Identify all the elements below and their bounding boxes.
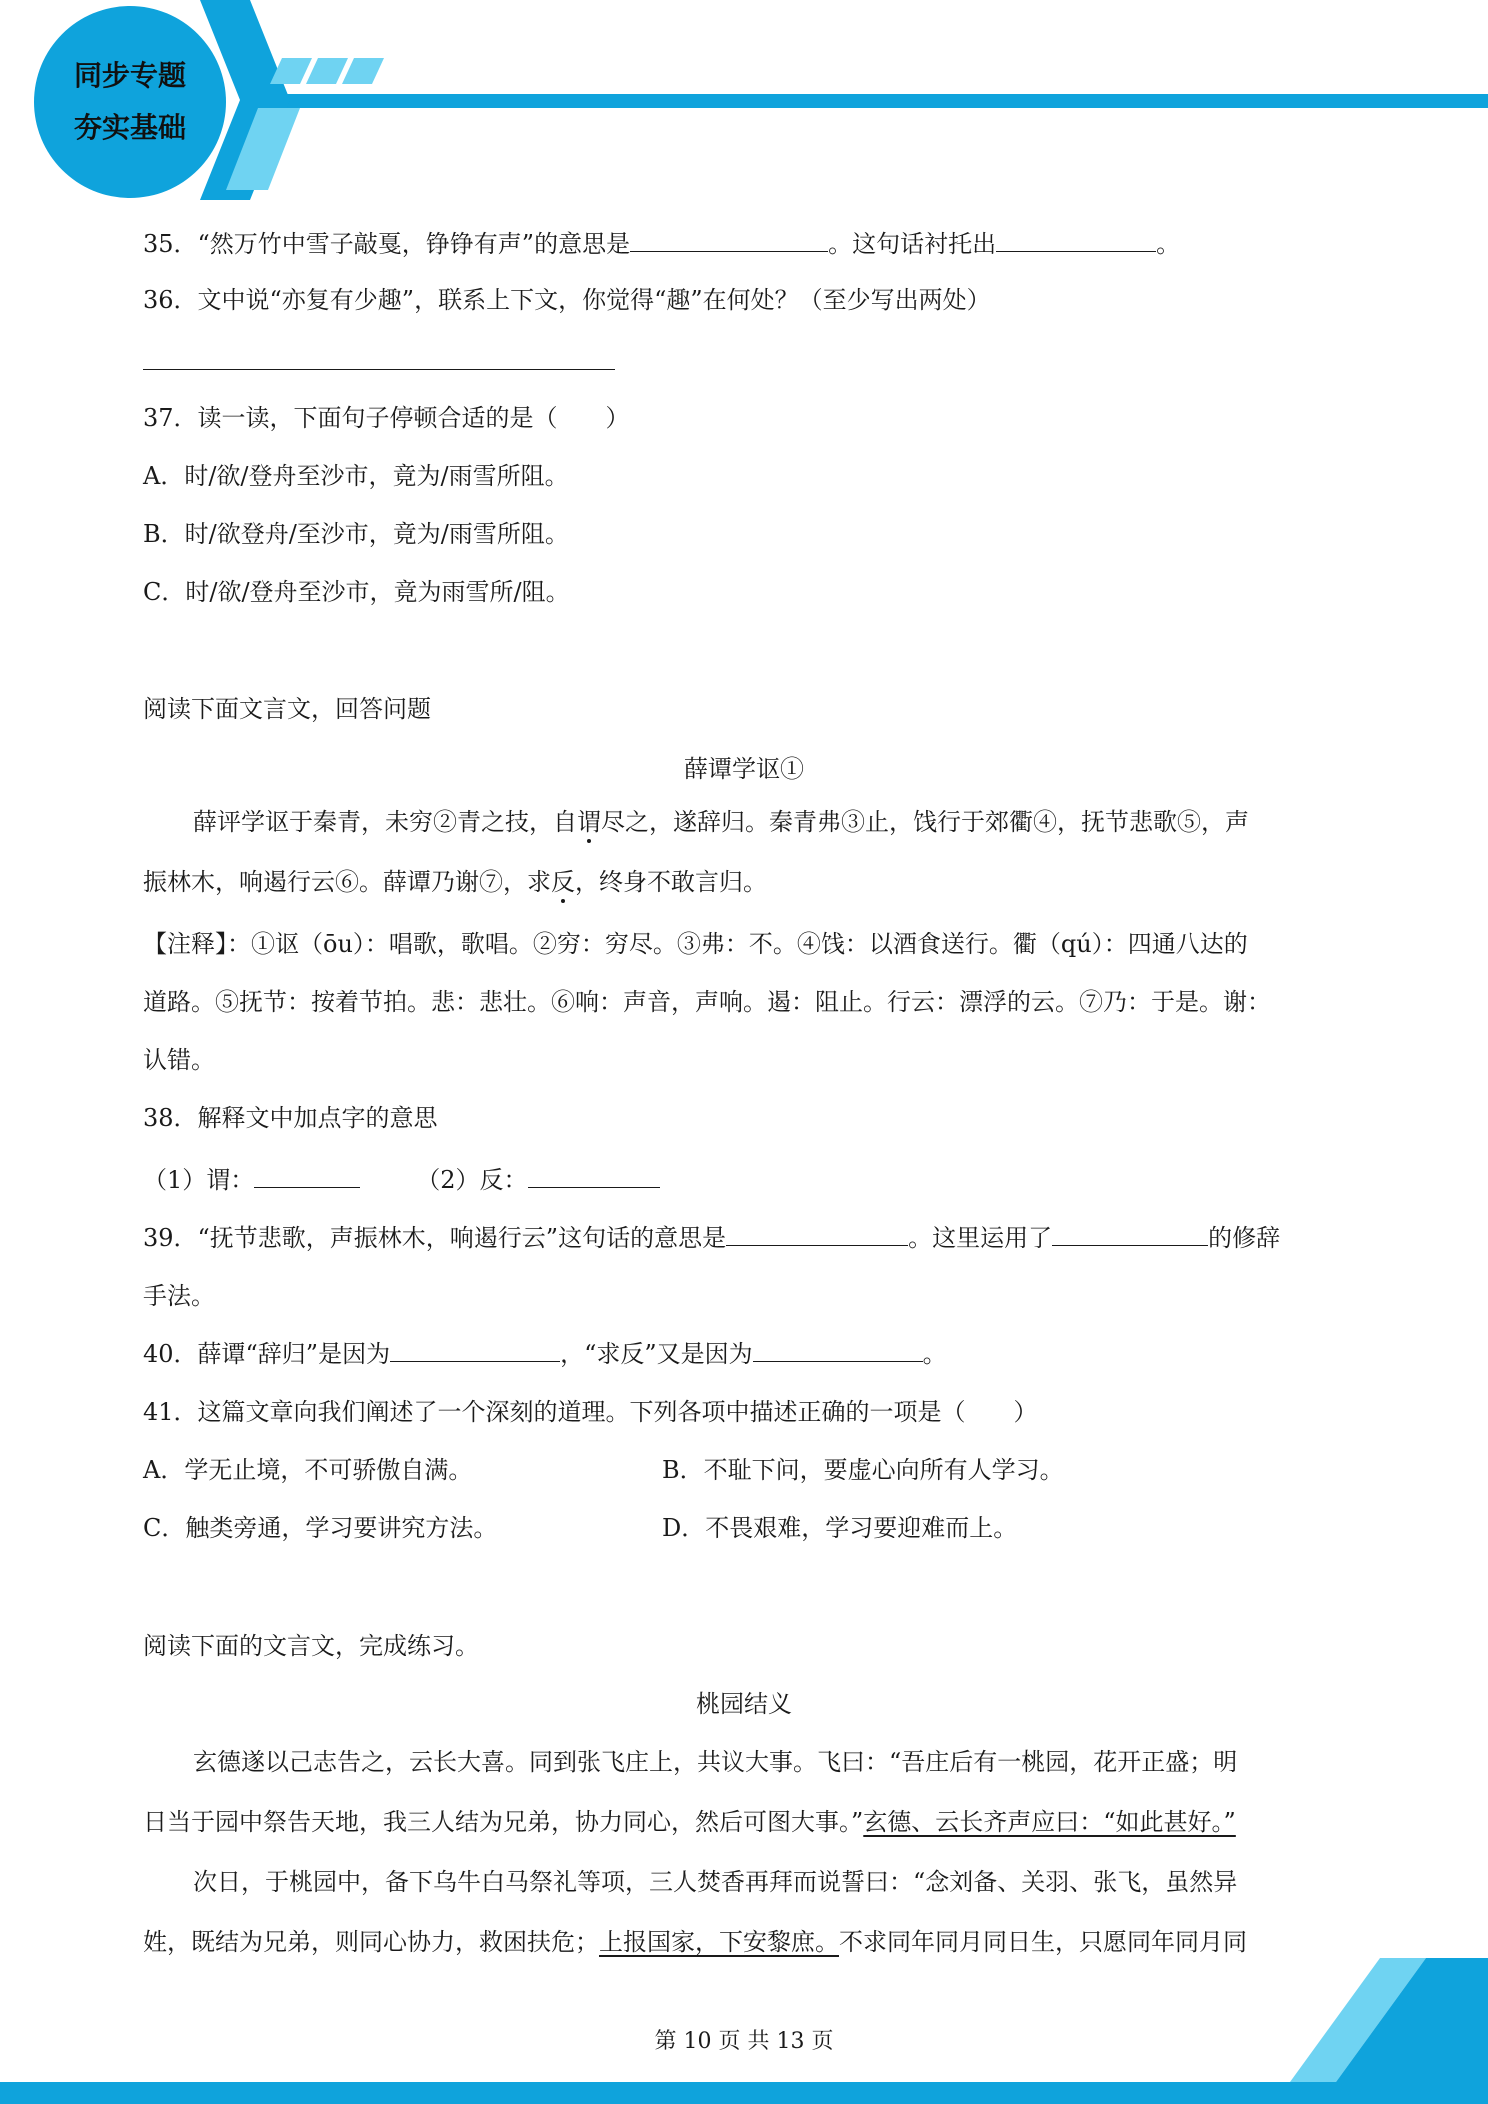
answer-blank[interactable] xyxy=(753,1339,923,1362)
header-dash-2 xyxy=(306,58,348,84)
answer-blank[interactable] xyxy=(254,1165,360,1188)
page-number: 第 10 页 共 13 页 xyxy=(654,2029,834,2054)
question-40: 40．薛谭“辞归”是因为 ，“求反”又是因为 。 xyxy=(143,1340,947,1368)
question-35: 35．“然万竹中雪子敲戛，铮铮有声”的意思是 。这句话衬托出 。 xyxy=(143,230,1181,258)
underlined-sentence: 上报国家，下安黎庶。 xyxy=(599,1928,839,1956)
passage-2-intro: 阅读下面的文言文，完成练习。 xyxy=(143,1632,479,1660)
footer-decoration xyxy=(0,1958,1488,2104)
question-36: 36．文中说“亦复有少趣”，联系上下文，你觉得“趣”在何处？（至少写出两处） xyxy=(143,286,991,314)
passage-1-title: 薛谭学讴① xyxy=(684,755,804,783)
answer-blank[interactable] xyxy=(1052,1223,1208,1246)
header-blue-stripe xyxy=(262,94,1488,108)
question-37-option-b[interactable]: B．时/欲登舟/至沙市，竟为/雨雪所阻。 xyxy=(143,520,569,548)
question-41-option-a[interactable]: A．学无止境，不可骄傲自满。 xyxy=(143,1456,473,1484)
passage-2-line-1: 玄德遂以己志告之，云长大喜。同到张飞庄上，共议大事。飞曰：“吾庄后有一桃园，花开正盛；明 xyxy=(193,1748,1238,1776)
header-dash-1 xyxy=(270,58,312,84)
question-41-option-c[interactable]: C．触类旁通，学习要讲究方法。 xyxy=(143,1514,498,1542)
answer-blank[interactable] xyxy=(630,229,828,252)
passage-2-title: 桃园结义 xyxy=(696,1690,792,1718)
header-dash-3 xyxy=(342,58,384,84)
question-41-stem: 41．这篇文章向我们阐述了一个深刻的道理。下列各项中描述正确的一项是（ ） xyxy=(143,1398,1038,1426)
dotted-char: 反 xyxy=(551,868,575,896)
answer-blank[interactable] xyxy=(726,1223,908,1246)
header-badge xyxy=(34,6,226,198)
answer-blank[interactable] xyxy=(143,347,615,370)
question-39-cont: 手法。 xyxy=(143,1282,215,1310)
passage-1-intro: 阅读下面文言文，回答问题 xyxy=(143,695,431,723)
passage-1-note-1: 【注释】：①讴（ōu）：唱歌，歌唱。②穷：穷尽。③弗：不。④饯：以酒食送行。衢（qú）：四通八达的 xyxy=(143,930,1248,958)
question-38-parts: （1）谓： （2）反： xyxy=(143,1164,660,1196)
passage-1-line-2: 振林木，响遏行云⑥。薛谭乃谢⑦，求反，终身不敢言归。 xyxy=(143,868,767,896)
footer-bar xyxy=(0,2082,1488,2104)
passage-1-note-3: 认错。 xyxy=(143,1046,215,1074)
answer-blank[interactable] xyxy=(528,1165,660,1188)
underlined-sentence: 玄德、云长齐声应曰：“如此甚好。” xyxy=(863,1808,1236,1836)
dotted-char: 谓 xyxy=(577,808,601,836)
passage-1-line-1: 薛评学讴于秦青，未穷②青之技，自谓尽之，遂辞归。秦青弗③止，饯行于郊衢④，抚节悲歌⑤，声 xyxy=(193,808,1249,836)
question-37-option-c[interactable]: C．时/欲/登舟至沙市，竟为雨雪所/阻。 xyxy=(143,578,570,606)
question-38-stem: 38．解释文中加点字的意思 xyxy=(143,1104,438,1132)
question-37-option-a[interactable]: A．时/欲/登舟至沙市，竟为/雨雪所阻。 xyxy=(143,462,569,490)
answer-blank[interactable] xyxy=(390,1339,560,1362)
question-39: 39．“抚节悲歌，声振林木，响遏行云”这句话的意思是 。这里运用了 的修辞 xyxy=(143,1224,1281,1252)
passage-2-line-4: 姓，既结为兄弟，则同心协力，救困扶危；上报国家，下安黎庶。不求同年同月同日生，只愿同年同月同 xyxy=(143,1928,1247,1956)
badge-line-1: 同步专题 xyxy=(73,59,186,92)
question-41-option-d[interactable]: D．不畏艰难，学习要迎难而上。 xyxy=(662,1514,1018,1542)
answer-blank[interactable] xyxy=(996,229,1156,252)
badge-line-2: 夯实基础 xyxy=(73,111,186,144)
passage-2-line-2: 日当于园中祭告天地，我三人结为兄弟，协力同心，然后可图大事。”玄德、云长齐声应曰：“如此甚好。” xyxy=(143,1808,1236,1836)
passage-1-note-2: 道路。⑤抚节：按着节拍。悲：悲壮。⑥响：声音，声响。遏：阻止。行云：漂浮的云。⑦乃：于是。谢： xyxy=(143,988,1271,1016)
question-37-stem: 37．读一读，下面句子停顿合适的是（ ） xyxy=(143,404,630,432)
question-41-option-b[interactable]: B．不耻下问，要虚心向所有人学习。 xyxy=(662,1456,1064,1484)
passage-2-line-3: 次日，于桃园中，备下乌牛白马祭礼等项，三人焚香再拜而说誓曰：“念刘备、关羽、张飞，虽然异 xyxy=(193,1868,1238,1896)
question-36-answer xyxy=(143,346,615,378)
